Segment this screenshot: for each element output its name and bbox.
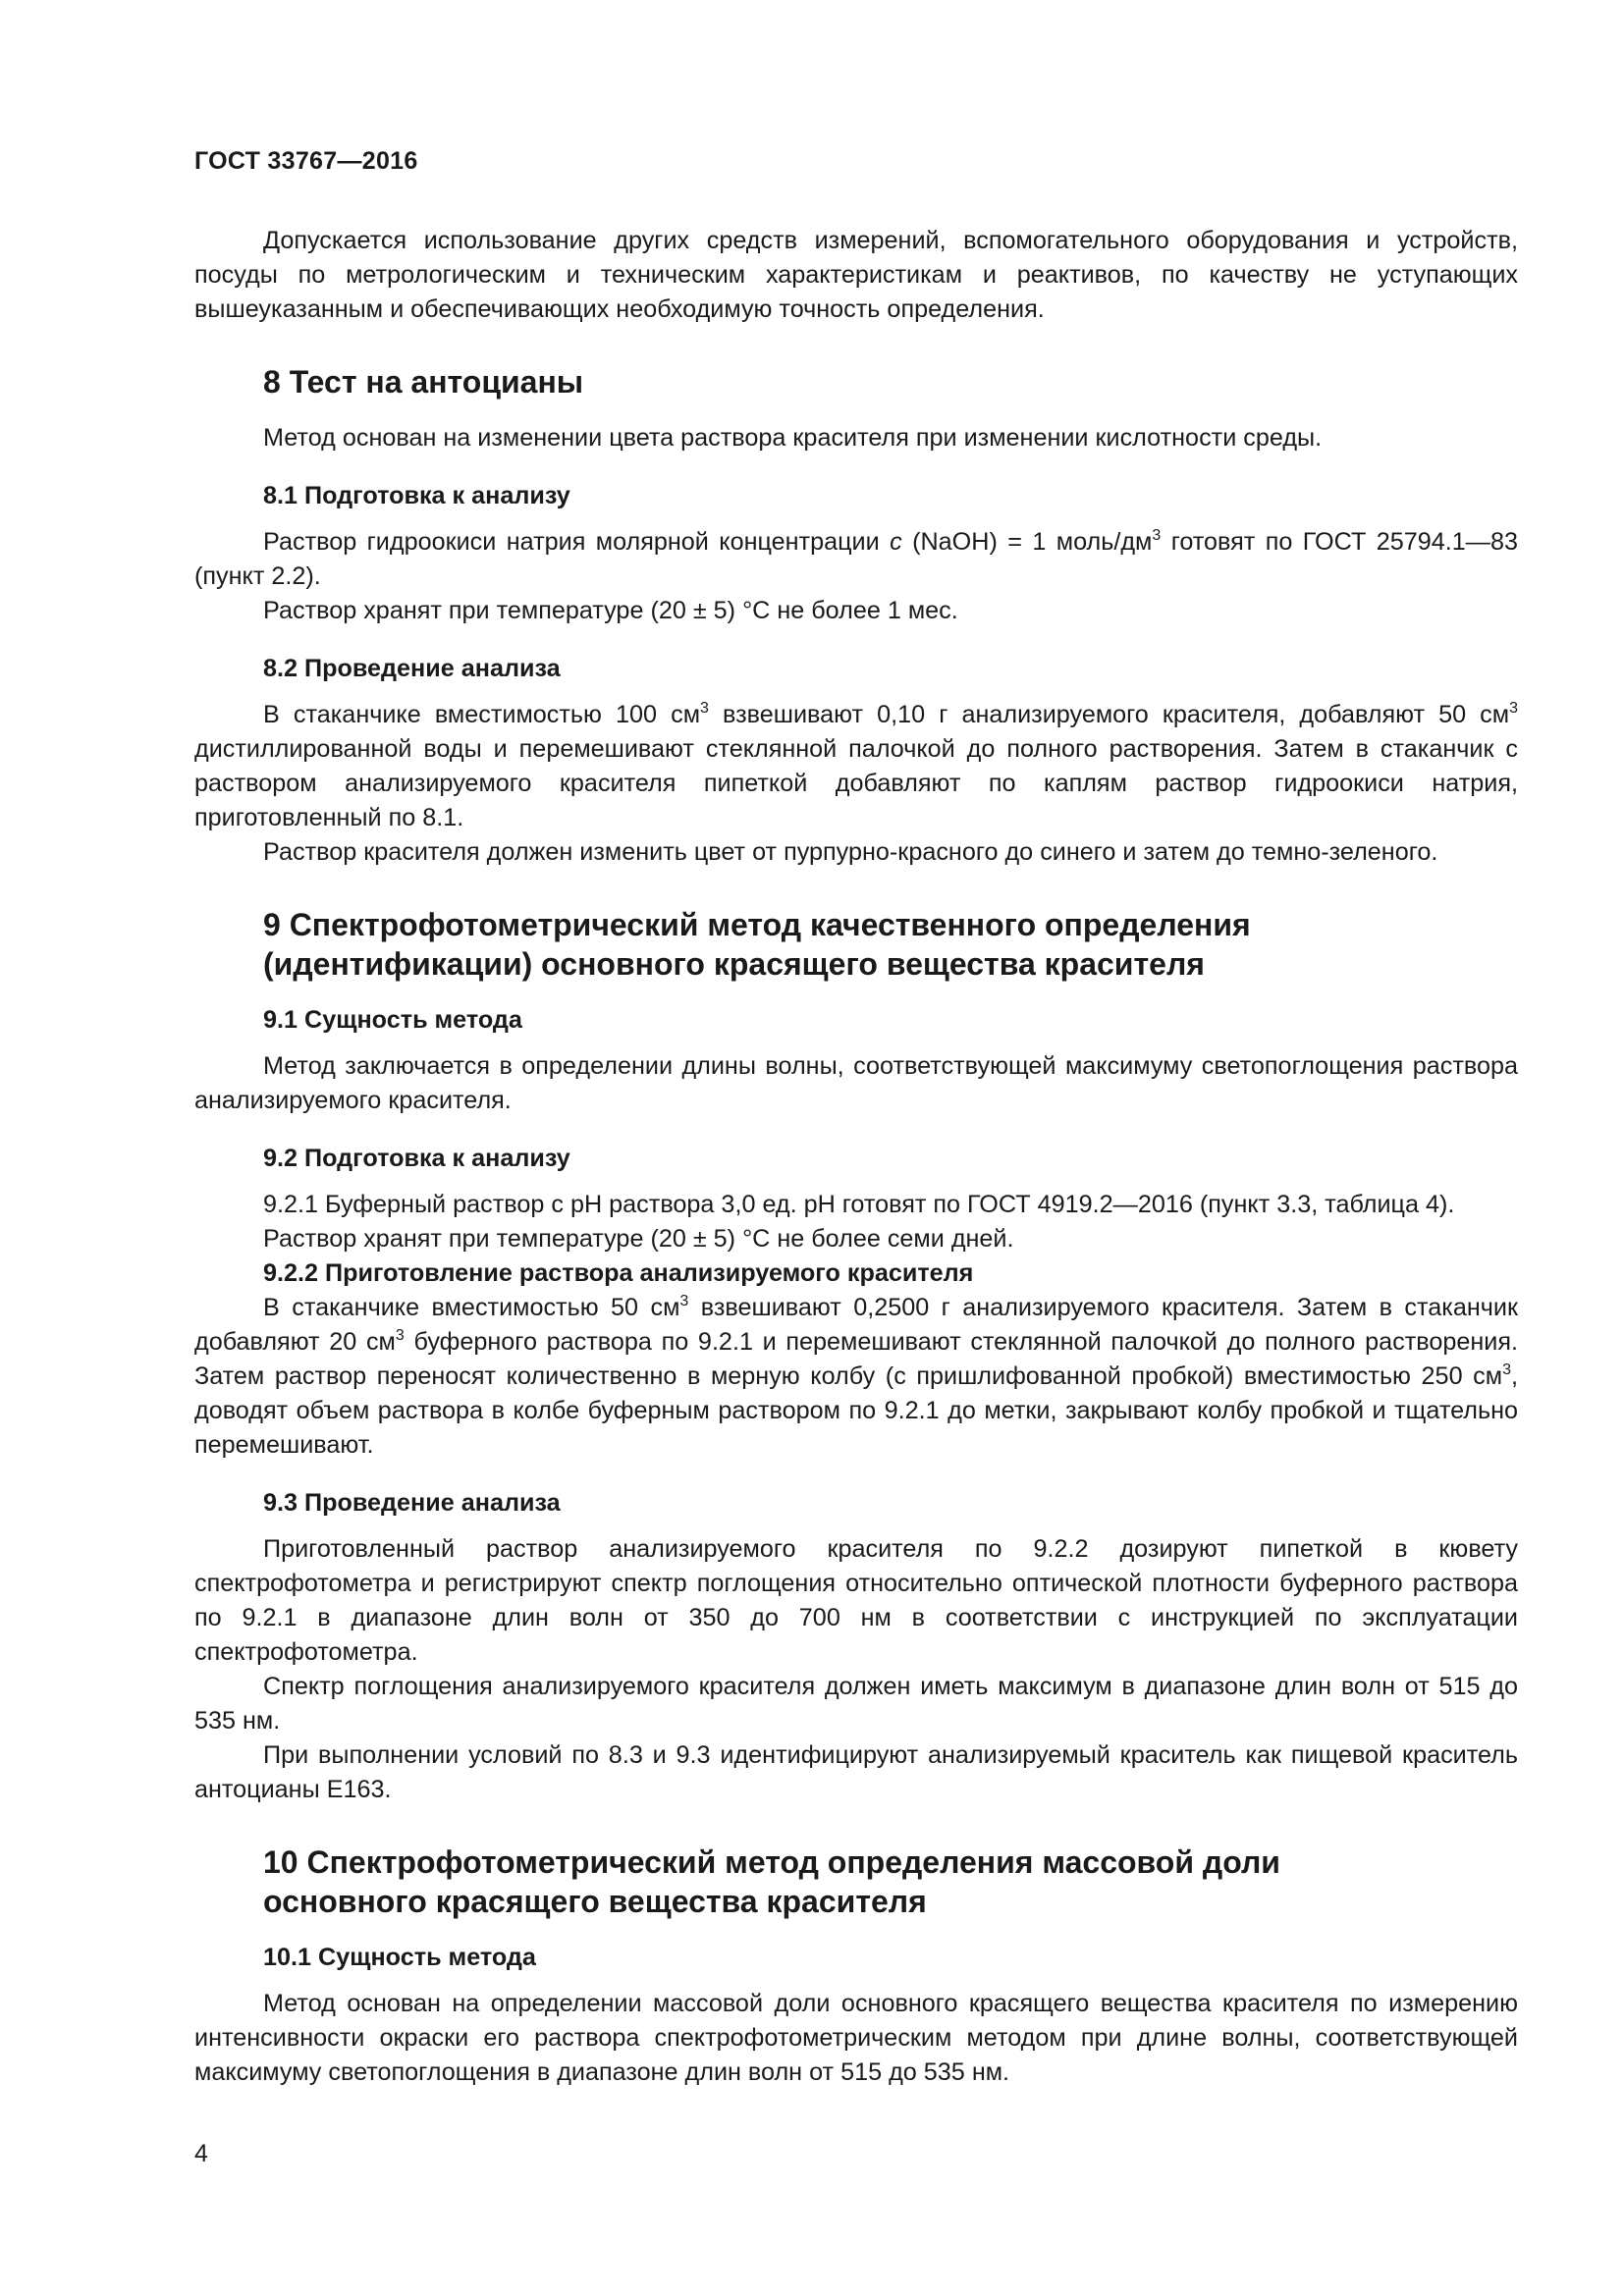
section-8-1-title: 8.1 Подготовка к анализу — [263, 482, 570, 509]
document-code-header: ГОСТ 33767—2016 — [194, 147, 418, 175]
section-9-1-title: 9.1 Сущность метода — [263, 1006, 522, 1034]
section-8-1-paragraph-1: Раствор гидроокиси натрия молярной концентрации c (NaOH) = 1 моль/$дм^3$ готовят по ГОСТ 25794.1—83 (пункт 2.2). — [194, 527, 1518, 590]
section-8-1-paragraph-2: Раствор хранят при температуре (20 ± 5) °С не более 1 мес. — [263, 597, 958, 624]
section-9-3-paragraph-1: Приготовленный раствор анализируемого красителя по 9.2.2 дозируют пипеткой в кювету спектрофотометра и регистрируют спектр поглощения относительно оптической плотности буферного раствора по 9.2.1 в диапазоне длин волн от 350 до 700 нм в соответствии с инструкцией по эксплуатации спектрофотометра. — [194, 1535, 1518, 1666]
section-10-title: 10 Спектрофотометрический метод определения массовой доли основного красящего вещества красителя — [263, 1844, 1280, 1919]
section-8-2-paragraph-1: В стаканчике вместимостью 100 $см^3$ взвешивают 0,10 г анализируемого красителя, добавляют 50 $см^3$ дистиллированной воды и перемешивают стеклянной палочкой до полного растворения. Затем в стаканчик с раствором анализируемого красителя пипеткой добавляют по каплям раствор гидроокиси натрия, приготовленный по 8.1. — [194, 700, 1518, 831]
section-9-3-paragraph-2: Спектр поглощения анализируемого красителя должен иметь максимум в диапазоне длин волн от 515 до 535 нм. — [194, 1673, 1518, 1735]
intro-paragraph: Допускается использование других средств измерений, вспомогательного оборудования и устройств, посуды по метрологическим и техническим характеристикам и реактивов, по качеству не уступающих вышеуказанным и обеспечивающих необходимую точность определения. — [194, 227, 1518, 323]
section-8-2-paragraph-2: Раствор красителя должен изменить цвет от пурпурно-красного до синего и затем до темно-зеленого. — [263, 838, 1438, 866]
section-8-paragraph: Метод основан на изменении цвета раствора красителя при изменении кислотности среды. — [263, 424, 1323, 452]
section-9-2-2-title: 9.2.2 Приготовление раствора анализируемого красителя — [263, 1259, 974, 1287]
page-number: 4 — [194, 2140, 208, 2167]
section-9-title: 9 Спектрофотометрический метод качественного определения (идентификации) основного красящего вещества красителя — [263, 907, 1251, 982]
section-9-2-1-storage: Раствор хранят при температуре (20 ± 5) °С не более семи дней. — [263, 1225, 1014, 1253]
section-10-1-paragraph: Метод основан на определении массовой доли основного красящего вещества красителя по измерению интенсивности окраски его раствора спектрофотометрическим методом при длине волны, соответствующей максимуму светопоглощения в диапазоне длин волн от 515 до 535 нм. — [194, 1990, 1518, 2086]
section-9-1-paragraph: Метод заключается в определении длины волны, соответствующей максимуму светопоглощения раствора анализируемого красителя. — [194, 1052, 1518, 1114]
section-8-title: 8 Тест на антоцианы — [263, 364, 584, 400]
section-8-2-title: 8.2 Проведение анализа — [263, 655, 561, 682]
section-9-3-title: 9.3 Проведение анализа — [263, 1489, 561, 1517]
section-10-1-title: 10.1 Сущность метода — [263, 1944, 536, 1971]
section-9-3-paragraph-3: При выполнении условий по 8.3 и 9.3 идентифицируют анализируемый краситель как пищевой краситель антоцианы Е163. — [194, 1741, 1518, 1803]
page-content — [194, 224, 1518, 2090]
section-9-2-title: 9.2 Подготовка к анализу — [263, 1145, 570, 1172]
section-9-2-1-paragraph: 9.2.1 Буферный раствор с рН раствора 3,0 ед. рН готовят по ГОСТ 4919.2—2016 (пункт 3.3, таблица 4). — [263, 1191, 1455, 1218]
section-9-2-2-paragraph: В стаканчике вместимостью 50 $см^3$ взвешивают 0,2500 г анализируемого красителя. Затем в стаканчик добавляют 20 $см^3$ буферного раствора по 9.2.1 и перемешивают стеклянной палочкой до полного растворения. Затем раствор переносят количественно в мерную колбу (с пришлифованной пробкой) вместимостью 250 $см^3$, доводят объем раствора в колбе буферным раствором по 9.2.1 до метки, закрывают колбу пробкой и тщательно перемешивают. — [194, 1293, 1518, 1459]
